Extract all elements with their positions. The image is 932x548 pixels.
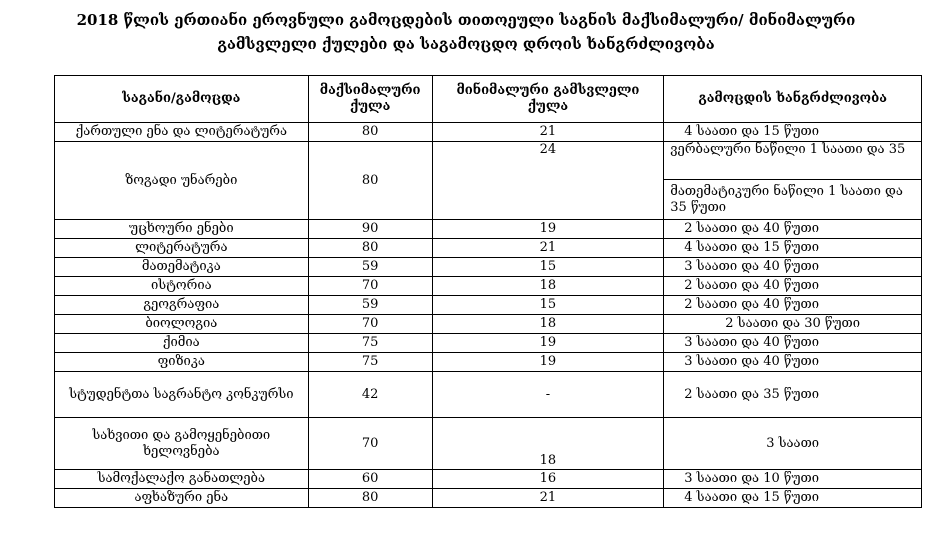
table-row (55, 123, 922, 142)
duration-cell: 2 საათი და 40 წუთი (664, 277, 922, 296)
max-score-cell: 90 (308, 220, 432, 239)
min-score-cell: 24 (432, 142, 664, 220)
table-row (55, 353, 922, 372)
subject-cell: ფიზიკა (55, 353, 309, 372)
title-line-1: 2018 წლის ერთიანი ეროვნული გამოცდების თითოეული საგნის მაქსიმალური/ მინიმალური (76, 11, 856, 29)
table-row (55, 239, 922, 258)
table-row (55, 296, 922, 315)
table-row (55, 220, 922, 239)
subject-cell: ბიოლოგია (55, 315, 309, 334)
min-score-cell: 15 (432, 296, 664, 315)
subject-cell: სამოქალაქო განათლება (55, 470, 309, 489)
max-score-cell: 60 (308, 470, 432, 489)
subject-cell: ისტორია (55, 277, 309, 296)
duration-cell: 4 საათი და 15 წუთი (664, 489, 922, 508)
duration-cell: 4 საათი და 15 წუთი (664, 239, 922, 258)
min-score-cell: 15 (432, 258, 664, 277)
subject-cell: ლიტერატურა (55, 239, 309, 258)
min-score-cell: 21 (432, 489, 664, 508)
header-min-score: მინიმალური გამსვლელი ქულა (432, 76, 664, 123)
max-score-cell: 75 (308, 353, 432, 372)
duration-cell: 2 საათი და 40 წუთი (664, 296, 922, 315)
subject-cell: მათემატიკა (55, 258, 309, 277)
max-score-cell: 80 (308, 123, 432, 142)
table-header-row (55, 76, 922, 123)
subject-cell: აფხაზური ენა (55, 489, 309, 508)
min-score-cell: 18 (432, 315, 664, 334)
duration-cell: 3 საათი და 10 წუთი (664, 470, 922, 489)
table-row (55, 315, 922, 334)
max-score-cell: 70 (308, 277, 432, 296)
duration-cell: 2 საათი და 35 წუთი (664, 372, 922, 418)
min-score-cell: 19 (432, 353, 664, 372)
table-row (55, 418, 922, 470)
max-score-cell: 70 (308, 418, 432, 470)
max-score-cell: 70 (308, 315, 432, 334)
min-score-cell: 18 (432, 277, 664, 296)
table-row (55, 470, 922, 489)
subject-cell: სახვითი და გამოყენებითი ხელოვნება (55, 418, 309, 470)
table-row (55, 372, 922, 418)
min-score-cell: - (432, 372, 664, 418)
subject-cell: ზოგადი უნარები (55, 142, 309, 220)
min-score-cell: 21 (432, 239, 664, 258)
duration-cell: ვერბალური ნაწილი 1 საათი და 35 (664, 142, 922, 180)
duration-cell: 3 საათი და 40 წუთი (664, 334, 922, 353)
table-row (55, 489, 922, 508)
subject-cell: სტუდენტთა საგრანტო კონკურსი (55, 372, 309, 418)
exam-scores-table (54, 75, 922, 508)
max-score-cell: 80 (308, 239, 432, 258)
table-row (55, 142, 922, 180)
min-score-cell: 19 (432, 334, 664, 353)
table-row (55, 334, 922, 353)
subject-cell: უცხოური ენები (55, 220, 309, 239)
duration-cell: 3 საათი და 40 წუთი (664, 353, 922, 372)
table-row (55, 277, 922, 296)
title-line-2: გამსვლელი ქულები და საგამოცდო დროის ხანგრძლივობა (217, 35, 715, 53)
duration-cell: 3 საათი (664, 418, 922, 470)
header-duration: გამოცდის ხანგრძლივობა (664, 76, 922, 123)
max-score-cell: 75 (308, 334, 432, 353)
header-max-score: მაქსიმალური ქულა (308, 76, 432, 123)
max-score-cell: 80 (308, 142, 432, 220)
duration-cell: 4 საათი და 15 წუთი (664, 123, 922, 142)
duration-cell: 2 საათი და 30 წუთი (664, 315, 922, 334)
max-score-cell: 59 (308, 258, 432, 277)
max-score-cell: 80 (308, 489, 432, 508)
min-score-cell: 21 (432, 123, 664, 142)
duration-cell: 3 საათი და 40 წუთი (664, 258, 922, 277)
min-score-cell: 18 (432, 418, 664, 470)
subject-cell: გეოგრაფია (55, 296, 309, 315)
document-title (0, 8, 932, 56)
max-score-cell: 59 (308, 296, 432, 315)
duration-cell-2: მათემატიკური ნაწილი 1 საათი და 35 წუთი (664, 180, 922, 220)
subject-cell: ქართული ენა და ლიტერატურა (55, 123, 309, 142)
min-score-cell: 19 (432, 220, 664, 239)
min-score-cell: 16 (432, 470, 664, 489)
table-row (55, 258, 922, 277)
max-score-cell: 42 (308, 372, 432, 418)
subject-cell: ქიმია (55, 334, 309, 353)
header-subject: საგანი/გამოცდა (55, 76, 309, 123)
duration-cell: 2 საათი და 40 წუთი (664, 220, 922, 239)
